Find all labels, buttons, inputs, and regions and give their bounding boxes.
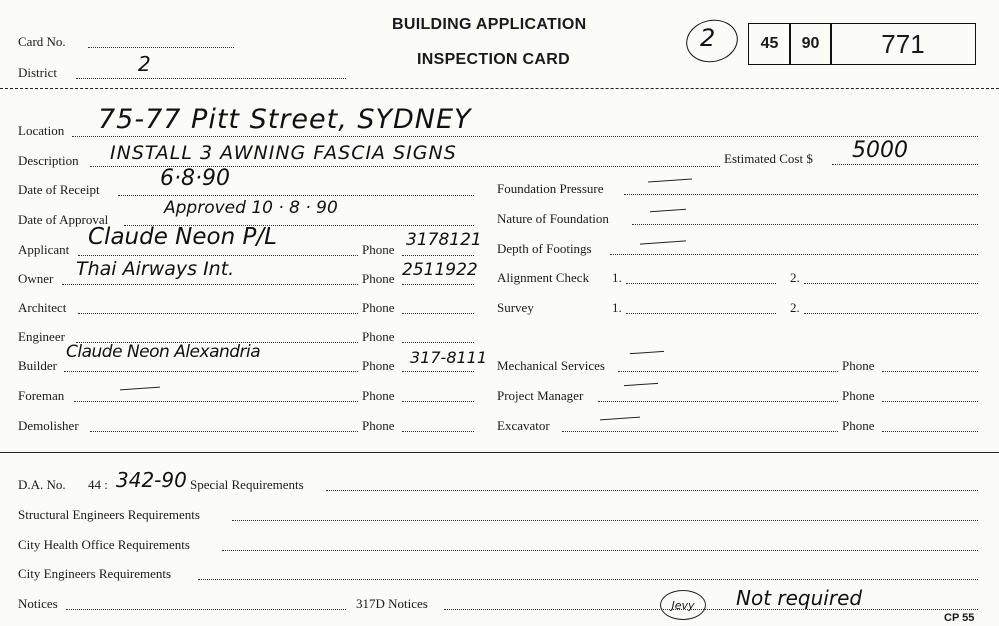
notices-label: Notices <box>18 596 58 611</box>
city-health-dotted-line <box>222 550 978 551</box>
project-manager-phone-dotted-line <box>882 401 978 402</box>
builder-phone-value: 317-8111 <box>410 348 488 367</box>
city-engineers-label: City Engineers Requirements <box>18 566 172 581</box>
owner-label: Owner <box>18 271 54 286</box>
foundation-pressure-dash <box>648 178 692 182</box>
applicant-dotted-line <box>78 255 358 256</box>
architect-phone-label: Phone <box>362 300 395 315</box>
architect-dotted-line <box>78 313 358 314</box>
location-label: Location <box>18 123 65 138</box>
card-no-dotted-line <box>88 47 234 48</box>
owner-value: Thai Airways Int. <box>76 258 235 280</box>
excavator-phone-dotted-line <box>882 431 978 432</box>
demolisher-label: Demolisher <box>18 418 79 433</box>
foreman-dash <box>120 387 160 391</box>
project-manager-label: Project Manager <box>497 388 584 403</box>
builder-value: Claude Neon Alexandria <box>66 342 261 362</box>
requirements-divider <box>0 452 999 453</box>
district-value: 2 <box>138 52 151 76</box>
city-engineers-dotted-line <box>198 579 978 580</box>
engineer-label: Engineer <box>18 329 65 344</box>
excavator-dash <box>600 417 640 421</box>
foreman-label: Foreman <box>18 388 65 403</box>
depth-of-footings-label: Depth of Footings <box>497 241 592 256</box>
demolisher-dotted-line <box>90 431 358 432</box>
inspector-stamp: Jevy <box>660 590 706 620</box>
title-line-2: INSPECTION CARD <box>417 51 570 68</box>
foreman-phone-dotted-line <box>402 401 474 402</box>
foundation-pressure-dotted-line <box>624 194 978 195</box>
date-of-receipt-dotted-line <box>118 195 474 196</box>
city-health-label: City Health Office Requirements <box>18 537 190 552</box>
nature-of-foundation-label: Nature of Foundation <box>497 211 609 226</box>
applicant-phone-dotted-line <box>402 255 474 256</box>
survey-1-dotted-line <box>626 313 776 314</box>
mechanical-services-dash <box>630 351 664 354</box>
applicant-value: Claude Neon P/L <box>88 224 277 250</box>
project-manager-dotted-line <box>598 401 838 402</box>
excavator-label: Excavator <box>497 418 550 433</box>
alignment-check-1: 1. <box>612 270 622 285</box>
mechanical-services-dotted-line <box>618 371 838 372</box>
date-of-approval-value: Approved 10 · 8 · 90 <box>164 198 338 218</box>
date-of-receipt-value: 6·8·90 <box>160 166 230 191</box>
foreman-dotted-line <box>74 401 358 402</box>
survey-2-dotted-line <box>804 313 978 314</box>
notices-value: Not required <box>736 586 863 610</box>
alignment-check-label: Alignment Check <box>497 270 590 285</box>
date-of-approval-label: Date of Approval <box>18 212 109 227</box>
mechanical-services-label: Mechanical Services <box>497 358 605 373</box>
builder-label: Builder <box>18 358 57 373</box>
notices-317d-label: 317D Notices <box>356 596 428 611</box>
district-label: District <box>18 65 57 80</box>
owner-phone-dotted-line <box>402 284 474 285</box>
survey-label: Survey <box>497 300 534 315</box>
owner-dotted-line <box>62 284 358 285</box>
nature-of-foundation-dotted-line <box>632 224 978 225</box>
card-box-3: 771 <box>830 23 976 65</box>
structural-dotted-line <box>232 520 978 521</box>
title-line-1: BUILDING APPLICATION <box>392 16 587 33</box>
project-manager-dash <box>624 383 658 386</box>
circled-number: 2 <box>700 24 716 52</box>
owner-phone-label: Phone <box>362 271 395 286</box>
builder-phone-label: Phone <box>362 358 395 373</box>
date-of-receipt-label: Date of Receipt <box>18 182 100 197</box>
demolisher-phone-dotted-line <box>402 431 474 432</box>
engineer-phone-label: Phone <box>362 329 395 344</box>
card-box-1: 45 <box>748 23 791 65</box>
da-value: 342-90 <box>116 468 187 492</box>
applicant-phone-value: 3178121 <box>406 230 482 250</box>
special-requirements-label: Special Requirements <box>190 477 304 492</box>
alignment-check-1-dotted-line <box>626 283 776 284</box>
notices-317d-dotted-line <box>444 609 978 610</box>
applicant-phone-label: Phone <box>362 242 395 257</box>
description-label: Description <box>18 153 79 168</box>
estimated-cost-label: Estimated Cost $ <box>724 151 813 166</box>
estimated-cost-value: 5000 <box>852 138 908 163</box>
da-prefix: 44 : <box>88 477 108 492</box>
card-box-2: 90 <box>789 23 832 65</box>
foreman-phone-label: Phone <box>362 388 395 403</box>
project-manager-phone-label: Phone <box>842 388 875 403</box>
architect-phone-dotted-line <box>402 313 474 314</box>
location-value: 75-77 Pitt Street, SYDNEY <box>98 104 472 135</box>
description-value: INSTALL 3 AWNING FASCIA SIGNS <box>110 142 457 164</box>
depth-of-footings-dash <box>640 240 686 244</box>
alignment-check-2-dotted-line <box>804 283 978 284</box>
da-no-label: D.A. No. <box>18 477 66 492</box>
builder-phone-dotted-line <box>402 371 474 372</box>
notices-dotted-line <box>66 609 346 610</box>
location-dotted-line <box>72 136 978 137</box>
header-divider <box>0 88 999 89</box>
form-code: CP 55 <box>944 612 975 624</box>
foundation-pressure-label: Foundation Pressure <box>497 181 604 196</box>
survey-2: 2. <box>790 300 800 315</box>
card-no-label: Card No. <box>18 34 66 49</box>
nature-of-foundation-dash <box>650 209 686 213</box>
structural-label: Structural Engineers Requirements <box>18 507 200 522</box>
mechanical-services-phone-dotted-line <box>882 371 978 372</box>
engineer-phone-dotted-line <box>402 342 474 343</box>
alignment-check-2: 2. <box>790 270 800 285</box>
builder-dotted-line <box>64 371 358 372</box>
excavator-dotted-line <box>562 431 838 432</box>
demolisher-phone-label: Phone <box>362 418 395 433</box>
mechanical-services-phone-label: Phone <box>842 358 875 373</box>
survey-1: 1. <box>612 300 622 315</box>
district-dotted-line <box>76 78 346 79</box>
estimated-cost-dotted-line <box>832 164 978 165</box>
owner-phone-value: 2511922 <box>402 260 478 280</box>
excavator-phone-label: Phone <box>842 418 875 433</box>
depth-of-footings-dotted-line <box>610 254 978 255</box>
architect-label: Architect <box>18 300 67 315</box>
special-requirements-dotted-line <box>326 490 978 491</box>
applicant-label: Applicant <box>18 242 70 257</box>
